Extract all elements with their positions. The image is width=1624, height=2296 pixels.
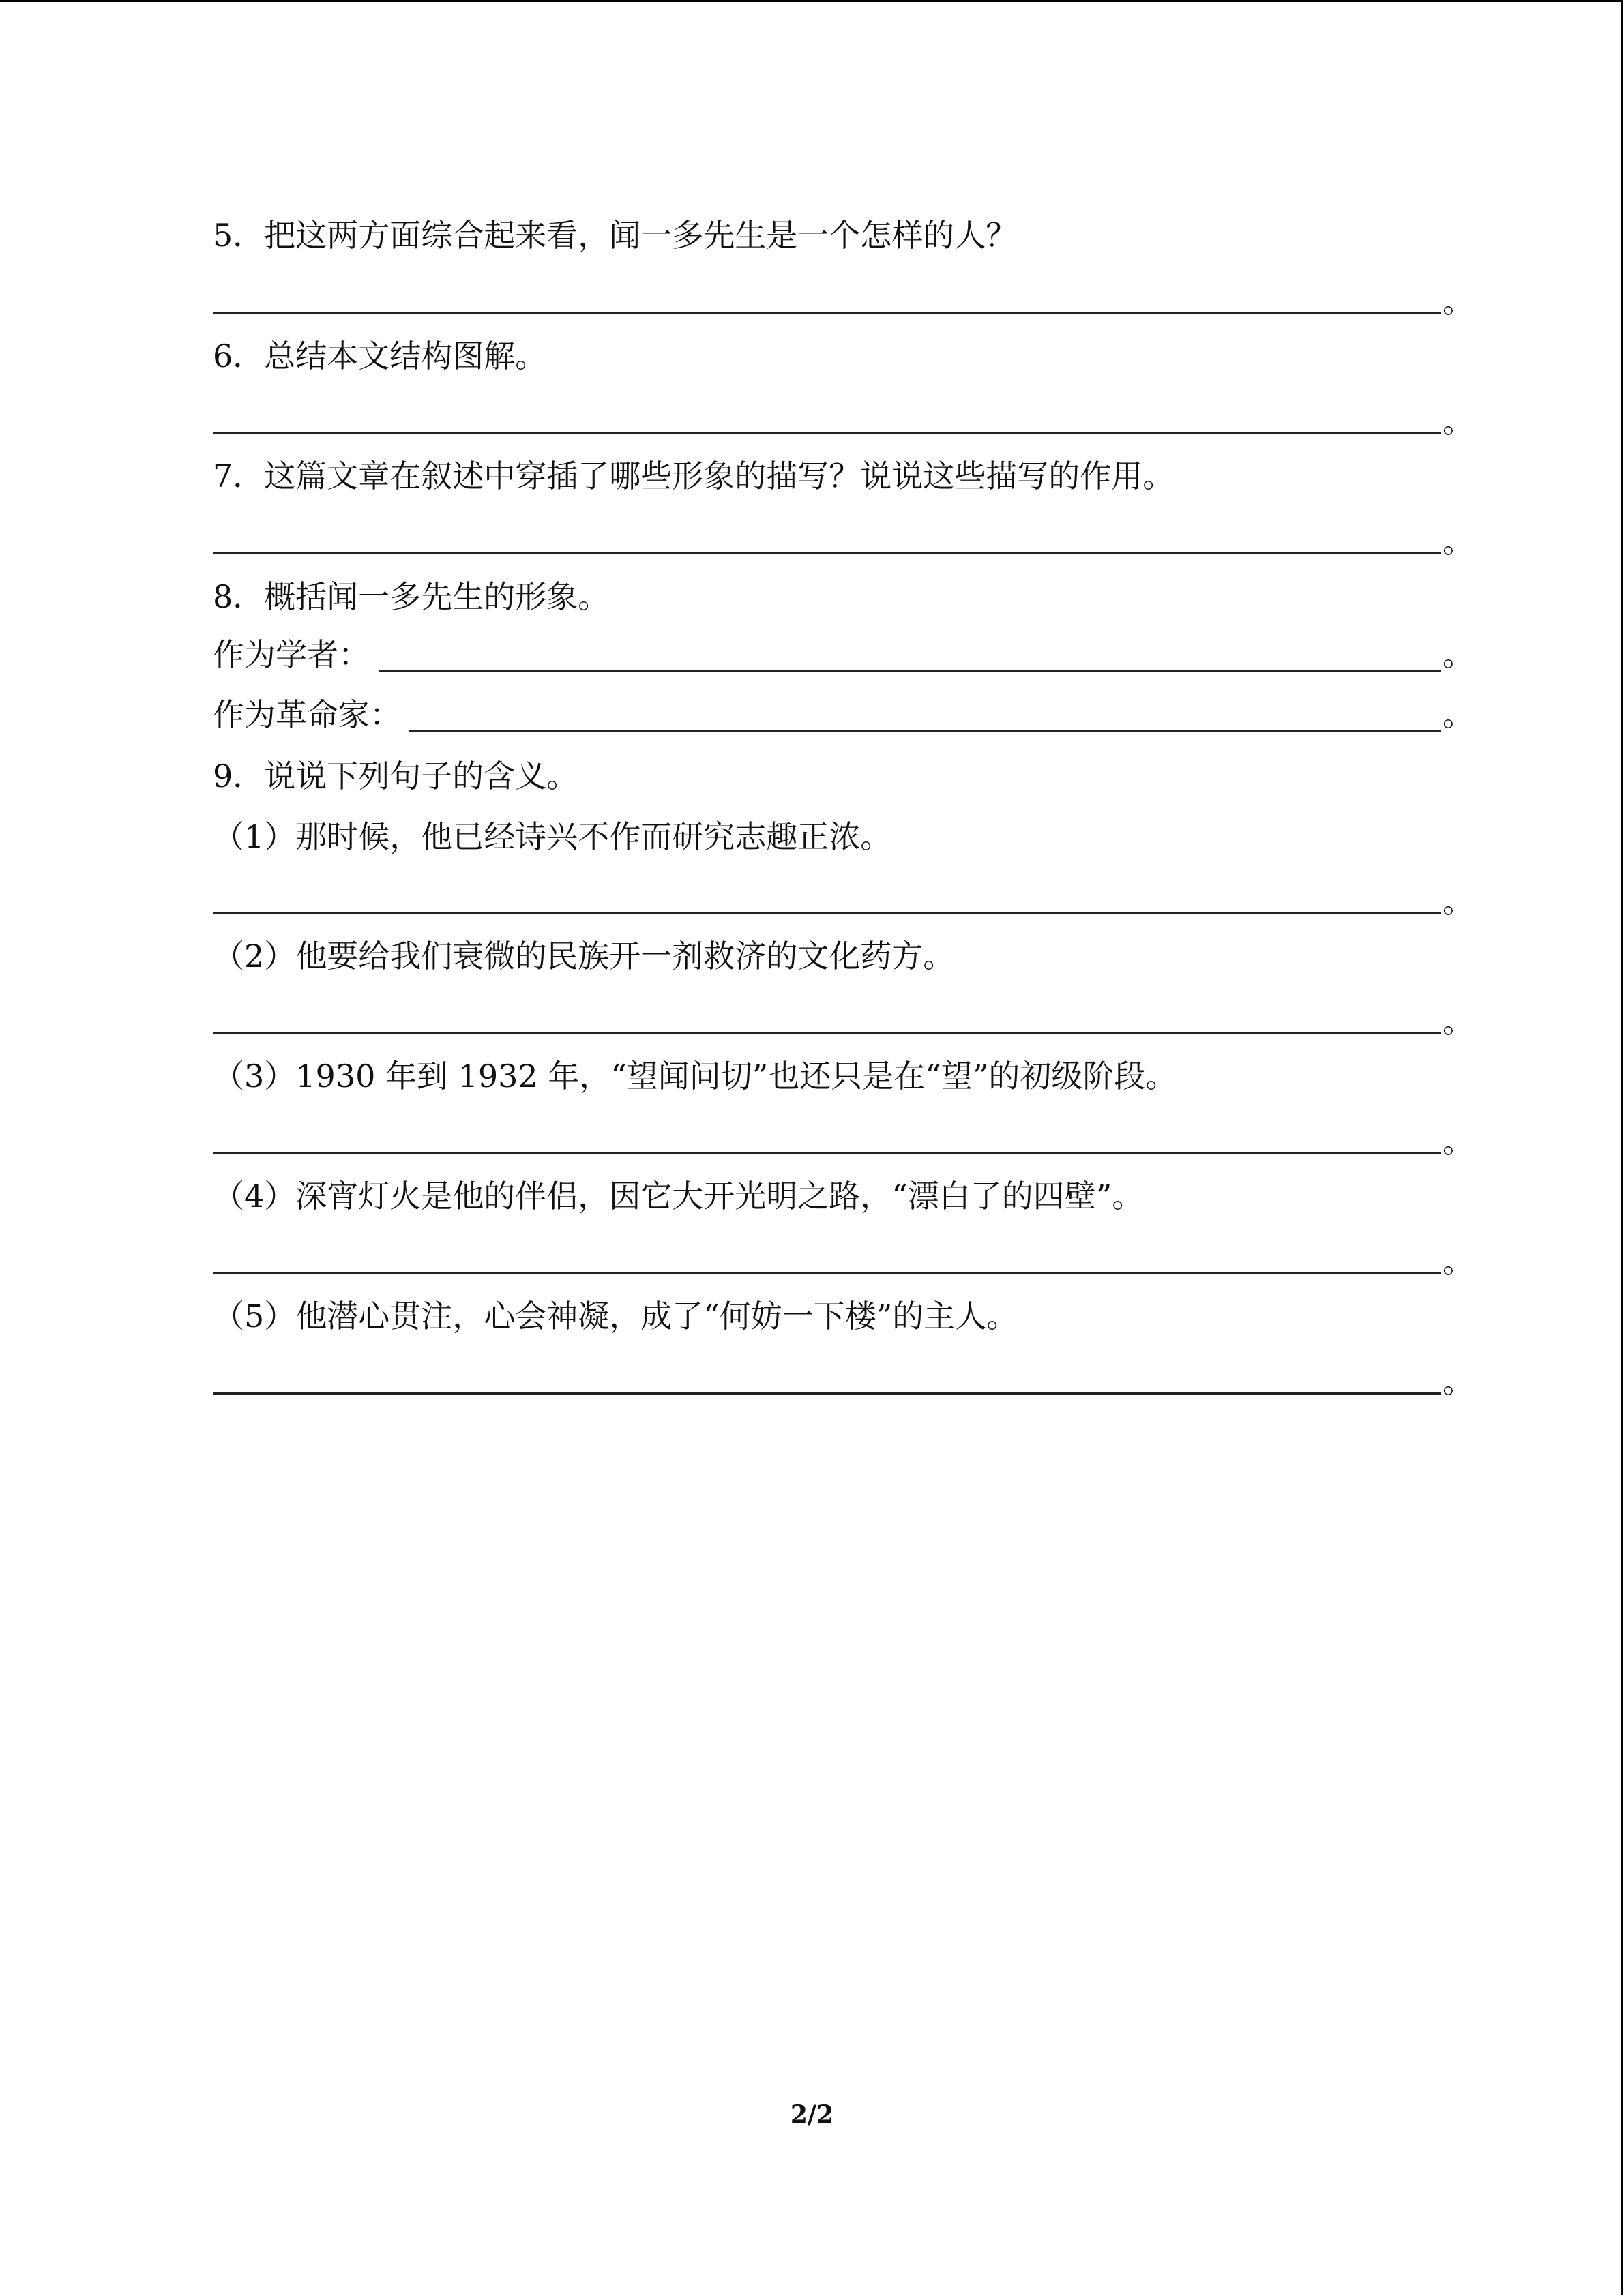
answer-end-6: 。 (1443, 403, 1474, 440)
answer-line-9-3[interactable] (213, 1152, 1441, 1154)
question-9-5: （5）他潜心贯注，心会神凝，成了“何妨一下楼”的主人。 (213, 1298, 1018, 1335)
answer-end-9-4: 。 (1443, 1243, 1474, 1280)
answer-end-7: 。 (1443, 523, 1474, 560)
scholar-answer-end: 。 (1443, 636, 1474, 673)
question-9-4: （4）深宵灯火是他的伴侣，因它大开光明之路，“漂白了的四壁”。 (213, 1178, 1144, 1214)
answer-end-9-3: 。 (1443, 1123, 1474, 1160)
question-6: 6．总结本文结构图解。 (213, 338, 547, 374)
question-7: 7．这篇文章在叙述中穿插了哪些形象的描写？说说这些描写的作用。 (213, 458, 1175, 494)
scholar-label: 作为学者： (213, 636, 370, 673)
question-9-1: （1）那时候，他已经诗兴不作而研究志趣正浓。 (213, 818, 892, 855)
revolutionary-answer-line[interactable] (409, 730, 1441, 732)
scholar-row (213, 634, 1474, 675)
answer-line-9-4[interactable] (213, 1272, 1441, 1274)
answer-end-9-1: 。 (1443, 883, 1474, 920)
answer-end-5: 。 (1443, 283, 1474, 320)
question-9: 9．说说下列句子的含义。 (213, 758, 578, 794)
question-5: 5．把这两方面综合起来看，闻一多先生是一个怎样的人？ (213, 217, 1018, 254)
question-9-3: （3）1930 年到 1932 年，“望闻问切”也还只是在“望”的初级阶段。 (213, 1058, 1177, 1094)
answer-line-9-2[interactable] (213, 1032, 1441, 1034)
revolutionary-row (213, 694, 1474, 735)
question-8: 8．概括闻一多先生的形象。 (213, 578, 610, 615)
answer-line-5[interactable] (213, 312, 1441, 314)
question-9-2: （2）他要给我们衰微的民族开一剂救济的文化药方。 (213, 938, 955, 974)
answer-end-9-2: 。 (1443, 1003, 1474, 1040)
scholar-answer-line[interactable] (379, 670, 1441, 672)
answer-line-6[interactable] (213, 432, 1441, 434)
answer-end-9-5: 。 (1443, 1363, 1474, 1400)
answer-line-7[interactable] (213, 552, 1441, 554)
answer-line-9-5[interactable] (213, 1392, 1441, 1395)
revolutionary-label: 作为革命家： (213, 696, 401, 733)
page-number: 2/2 (790, 2100, 834, 2129)
revolutionary-answer-end: 。 (1443, 696, 1474, 733)
answer-line-9-1[interactable] (213, 912, 1441, 914)
